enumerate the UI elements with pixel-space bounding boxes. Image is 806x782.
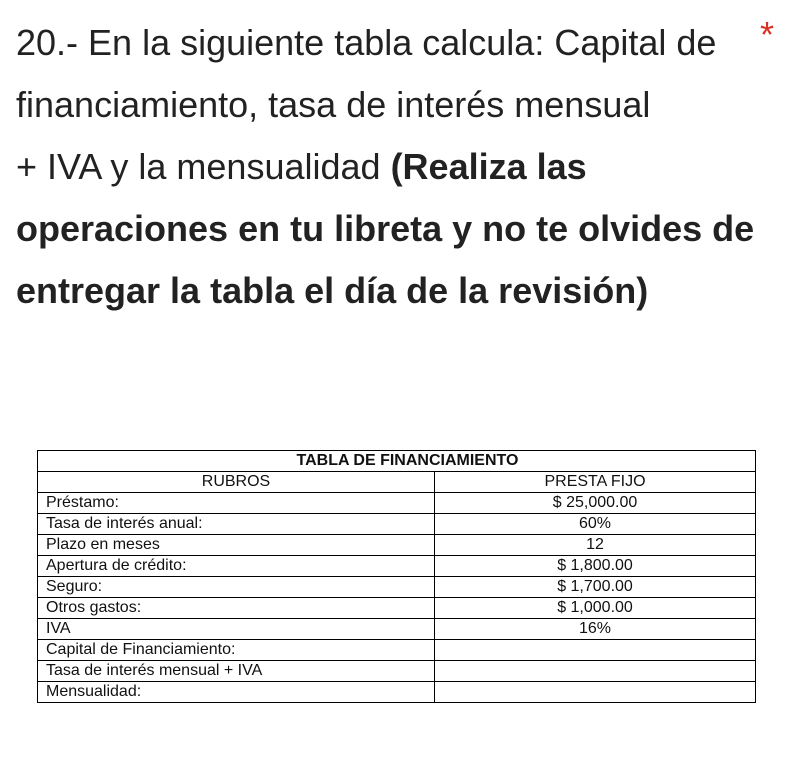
row-label: Tasa de interés mensual + IVA bbox=[38, 661, 435, 682]
row-value: 16% bbox=[435, 619, 756, 640]
question-text bbox=[16, 12, 756, 322]
table-row bbox=[38, 535, 756, 556]
row-label: IVA bbox=[38, 619, 435, 640]
row-value: $ 1,000.00 bbox=[435, 598, 756, 619]
row-value: $ 1,700.00 bbox=[435, 577, 756, 598]
row-value: 12 bbox=[435, 535, 756, 556]
question-text-regular-2: + IVA y la mensualidad bbox=[16, 146, 391, 187]
header-rubros: RUBROS bbox=[38, 472, 435, 493]
table-title: TABLA DE FINANCIAMIENTO bbox=[38, 451, 756, 472]
table-row bbox=[38, 493, 756, 514]
row-label: Préstamo: bbox=[38, 493, 435, 514]
table-row bbox=[38, 619, 756, 640]
row-label: Capital de Financiamiento: bbox=[38, 640, 435, 661]
row-value: 60% bbox=[435, 514, 756, 535]
row-value: $ 25,000.00 bbox=[435, 493, 756, 514]
table-row bbox=[38, 556, 756, 577]
row-label: Seguro: bbox=[38, 577, 435, 598]
row-value bbox=[435, 682, 756, 703]
row-value: $ 1,800.00 bbox=[435, 556, 756, 577]
row-label: Apertura de crédito: bbox=[38, 556, 435, 577]
row-label: Plazo en meses bbox=[38, 535, 435, 556]
table-row bbox=[38, 598, 756, 619]
table-row bbox=[38, 682, 756, 703]
table-title-row bbox=[38, 451, 756, 472]
row-label: Tasa de interés anual: bbox=[38, 514, 435, 535]
table-row bbox=[38, 577, 756, 598]
table-row bbox=[38, 514, 756, 535]
question-text-regular: 20.- En la siguiente tabla calcula: Capital de financiamiento, tasa de interés mensual bbox=[16, 22, 717, 125]
header-presta-fijo: PRESTA FIJO bbox=[435, 472, 756, 493]
financing-table bbox=[37, 450, 756, 703]
row-value bbox=[435, 640, 756, 661]
row-label: Mensualidad: bbox=[38, 682, 435, 703]
required-asterisk: * bbox=[760, 14, 775, 55]
table-row bbox=[38, 661, 756, 682]
table-header-row bbox=[38, 472, 756, 493]
row-label: Otros gastos: bbox=[38, 598, 435, 619]
question-text-bold: (Realiza las operaciones en tu libreta y no te olvides de entregar la tabla el día de la revisión) bbox=[16, 146, 755, 311]
table-row bbox=[38, 640, 756, 661]
row-value bbox=[435, 661, 756, 682]
